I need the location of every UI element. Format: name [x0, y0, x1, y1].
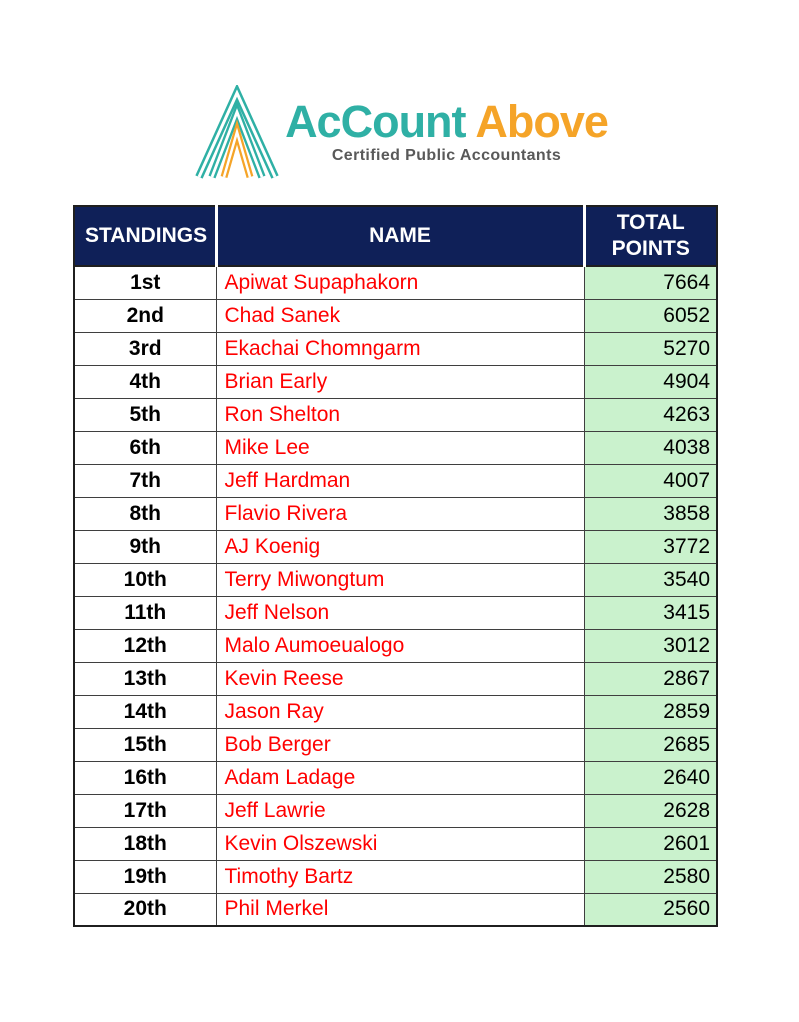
standing-cell: 19th — [74, 860, 216, 893]
table-row — [74, 728, 717, 761]
standing-cell: 9th — [74, 530, 216, 563]
points-cell: 3415 — [584, 596, 717, 629]
standing-cell: 13th — [74, 662, 216, 695]
points-cell: 2580 — [584, 860, 717, 893]
points-cell: 4904 — [584, 365, 717, 398]
table-row — [74, 464, 717, 497]
points-cell: 3772 — [584, 530, 717, 563]
table-row — [74, 266, 717, 299]
standing-cell: 7th — [74, 464, 216, 497]
brand-text — [285, 85, 608, 165]
table-row — [74, 332, 717, 365]
points-cell: 3858 — [584, 497, 717, 530]
table-row — [74, 398, 717, 431]
name-cell: Malo Aumoeualogo — [216, 629, 584, 662]
name-cell: Kevin Reese — [216, 662, 584, 695]
name-cell: Bob Berger — [216, 728, 584, 761]
standing-cell: 8th — [74, 497, 216, 530]
points-cell: 5270 — [584, 332, 717, 365]
table-row — [74, 794, 717, 827]
name-cell: AJ Koenig — [216, 530, 584, 563]
table-row — [74, 860, 717, 893]
table-row — [74, 893, 717, 926]
standing-cell: 1st — [74, 266, 216, 299]
name-cell: Jeff Nelson — [216, 596, 584, 629]
brand-name-primary: AcCount — [285, 96, 466, 147]
points-cell: 7664 — [584, 266, 717, 299]
brand-title — [285, 96, 608, 147]
name-cell: Phil Merkel — [216, 893, 584, 926]
table-row — [74, 662, 717, 695]
standing-cell: 16th — [74, 761, 216, 794]
standing-cell: 3rd — [74, 332, 216, 365]
brand-name-secondary: Above — [475, 96, 608, 147]
standing-cell: 18th — [74, 827, 216, 860]
table-row — [74, 431, 717, 464]
name-cell: Jeff Hardman — [216, 464, 584, 497]
name-cell: Timothy Bartz — [216, 860, 584, 893]
logo — [0, 85, 799, 186]
name-cell: Brian Early — [216, 365, 584, 398]
points-cell: 2601 — [584, 827, 717, 860]
points-cell: 3012 — [584, 629, 717, 662]
points-cell: 4263 — [584, 398, 717, 431]
table-row — [74, 530, 717, 563]
mountain-a-icon — [191, 85, 283, 186]
standing-cell: 4th — [74, 365, 216, 398]
standings-table — [73, 205, 718, 927]
standing-cell: 2nd — [74, 299, 216, 332]
points-cell: 2560 — [584, 893, 717, 926]
standing-cell: 5th — [74, 398, 216, 431]
header-row — [74, 206, 717, 266]
points-cell: 2859 — [584, 695, 717, 728]
table-row — [74, 497, 717, 530]
table-row — [74, 827, 717, 860]
standing-cell: 20th — [74, 893, 216, 926]
name-cell: Ekachai Chomngarm — [216, 332, 584, 365]
standing-cell: 6th — [74, 431, 216, 464]
name-cell: Jason Ray — [216, 695, 584, 728]
name-cell: Kevin Olszewski — [216, 827, 584, 860]
table-row — [74, 563, 717, 596]
name-cell: Apiwat Supaphakorn — [216, 266, 584, 299]
table-row — [74, 596, 717, 629]
name-cell: Adam Ladage — [216, 761, 584, 794]
standing-cell: 14th — [74, 695, 216, 728]
points-cell: 2867 — [584, 662, 717, 695]
points-cell: 3540 — [584, 563, 717, 596]
standing-cell: 10th — [74, 563, 216, 596]
standing-cell: 15th — [74, 728, 216, 761]
brand-tagline: Certified Public Accountants — [331, 147, 562, 164]
col-header-total-points: TOTAL POINTS — [584, 206, 717, 266]
name-cell: Mike Lee — [216, 431, 584, 464]
standing-cell: 17th — [74, 794, 216, 827]
name-cell: Terry Miwongtum — [216, 563, 584, 596]
points-cell: 4038 — [584, 431, 717, 464]
table-row — [74, 629, 717, 662]
standing-cell: 12th — [74, 629, 216, 662]
points-cell: 2628 — [584, 794, 717, 827]
standing-cell: 11th — [74, 596, 216, 629]
table-row — [74, 761, 717, 794]
table-row — [74, 365, 717, 398]
name-cell: Chad Sanek — [216, 299, 584, 332]
col-header-name: NAME — [216, 206, 584, 266]
table-row — [74, 695, 717, 728]
col-header-standings: STANDINGS — [74, 206, 216, 266]
name-cell: Flavio Rivera — [216, 497, 584, 530]
name-cell: Jeff Lawrie — [216, 794, 584, 827]
name-cell: Ron Shelton — [216, 398, 584, 431]
points-cell: 2640 — [584, 761, 717, 794]
points-cell: 2685 — [584, 728, 717, 761]
points-cell: 4007 — [584, 464, 717, 497]
points-cell: 6052 — [584, 299, 717, 332]
table-row — [74, 299, 717, 332]
